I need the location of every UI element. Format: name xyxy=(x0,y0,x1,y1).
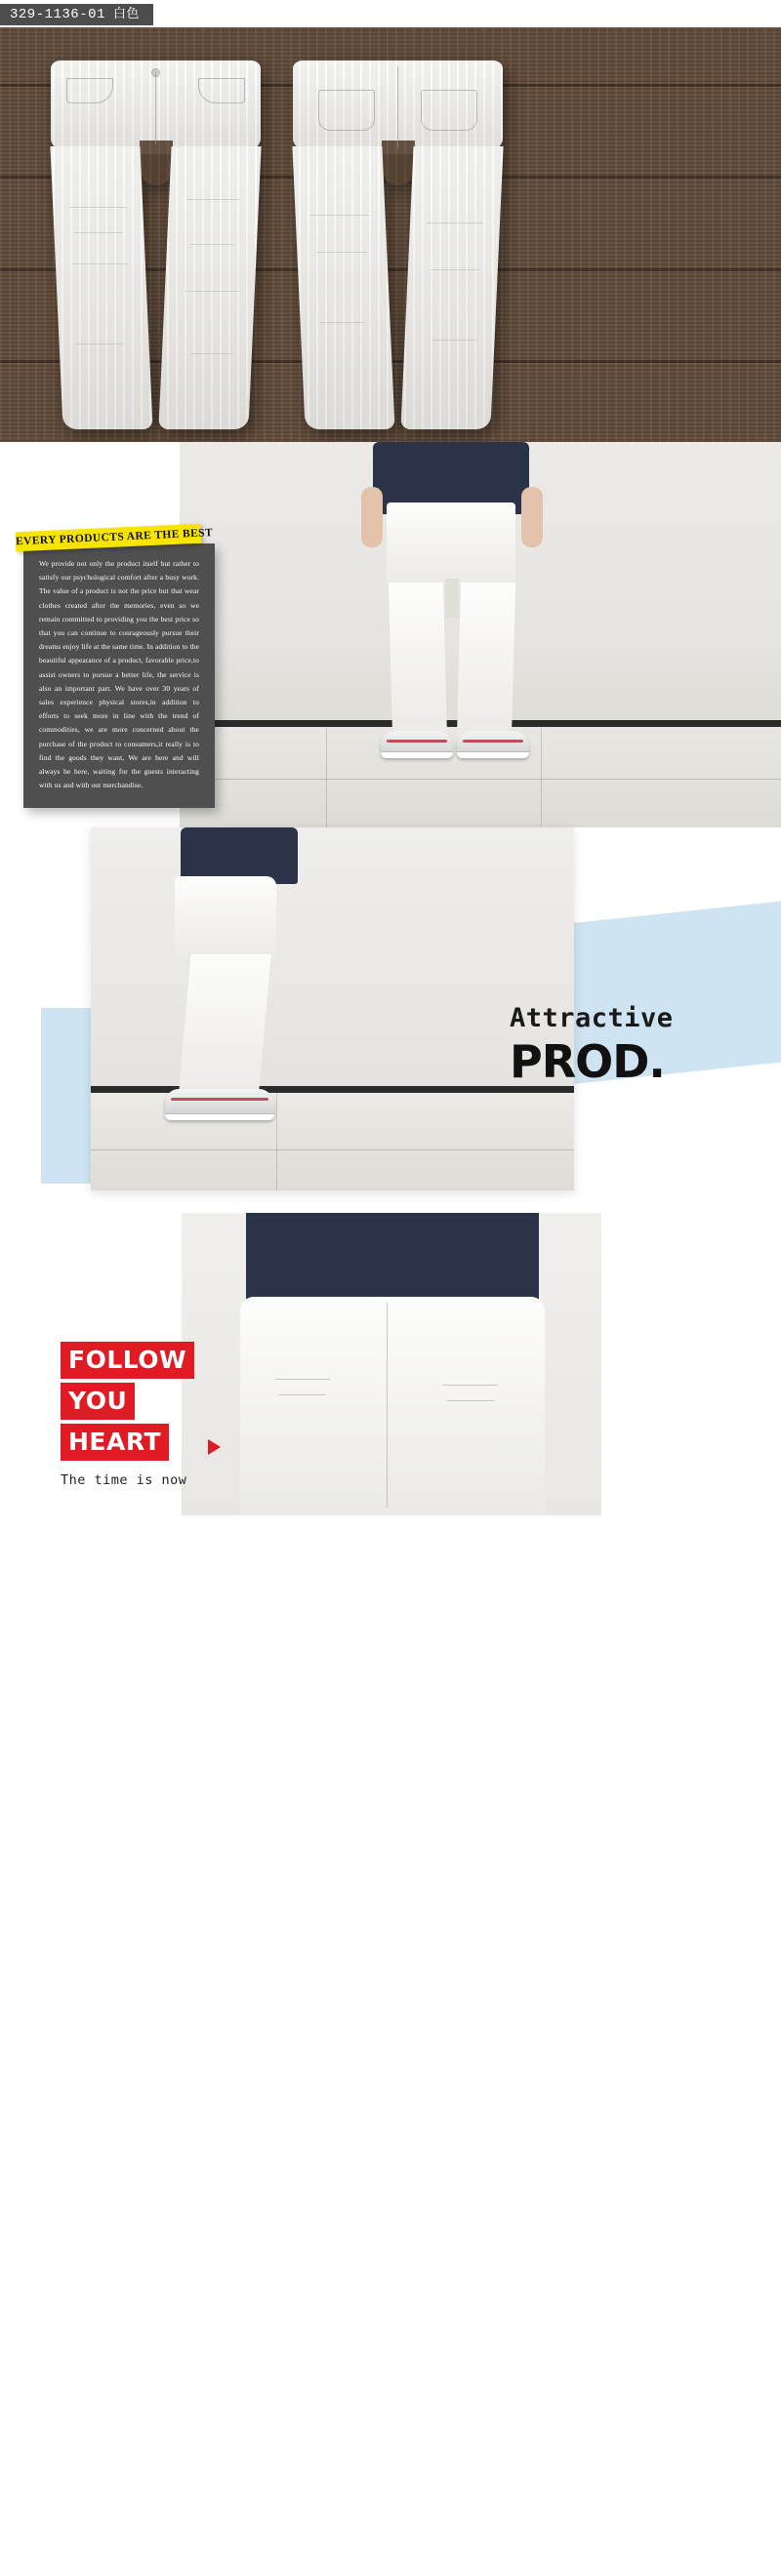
model-photo xyxy=(180,442,781,827)
brand-copy-text: We provide not only the product itself but rather to satisfy our psychological comfort after a busy work. The value of a product is not the price but that wear clothes created after the memories, even so we remain committed to providing you the best price so that you can continue to courageously pursue their dreams enjoy life at the same time. In addition to the beautiful appearance of a product, favorable price,to assist owners to pursue a better life, the service is also an important part. We have over 30 years of sales experience physical stores,in addition to efforts to seek more in line with the trend of commodities, we are more concerned about the purchase of the product to consumers,it really is to find the goods they want, We are here and will always be here, waiting for the guests interacting with us and with out merchandise. xyxy=(39,559,199,790)
brand-copy-card xyxy=(23,543,215,808)
badge-arrow-icon xyxy=(208,1439,221,1455)
model-shoe-right xyxy=(457,731,529,758)
side-model-pants-leg xyxy=(178,954,270,1101)
closeup-model-pants xyxy=(240,1297,545,1515)
jeans-front xyxy=(51,60,261,426)
model-pants-leg-left xyxy=(389,583,447,741)
closeup-photo xyxy=(182,1213,601,1515)
sku-code: 329-1136-01 xyxy=(10,7,105,22)
closeup-model-top xyxy=(246,1213,539,1307)
side-shot-section xyxy=(0,827,781,1213)
jeans-back xyxy=(293,60,503,426)
model-full-shot-section xyxy=(0,442,781,827)
attractive-headline xyxy=(510,1003,763,1088)
headline-small: Attractive xyxy=(510,1003,674,1033)
sku-color: 白色 xyxy=(112,7,140,21)
badge-tagline: The time is now xyxy=(61,1472,187,1488)
badge-line-2: YOU xyxy=(61,1383,135,1420)
model-pants-leg-right xyxy=(457,583,515,741)
badge-line-3: HEART xyxy=(61,1424,169,1461)
model-pants-hip xyxy=(387,503,515,586)
model-arm-left xyxy=(361,487,383,547)
sku-chip xyxy=(0,4,153,25)
headline-large: PROD. xyxy=(510,1035,665,1088)
sku-bar xyxy=(0,0,781,27)
flat-lay-photo xyxy=(0,27,781,442)
ribbon-text: EVERY PRODUCTS ARE THE BEST xyxy=(15,527,214,548)
closeup-section xyxy=(0,1213,781,1535)
model-shoe-left xyxy=(381,731,453,758)
side-model-pants-hip xyxy=(175,876,276,960)
model-arm-right xyxy=(521,487,543,547)
side-model-shoe xyxy=(165,1089,274,1120)
side-model-photo xyxy=(91,827,574,1190)
follow-your-heart-badge xyxy=(61,1342,207,1488)
badge-line-1: FOLLOW xyxy=(61,1342,194,1379)
